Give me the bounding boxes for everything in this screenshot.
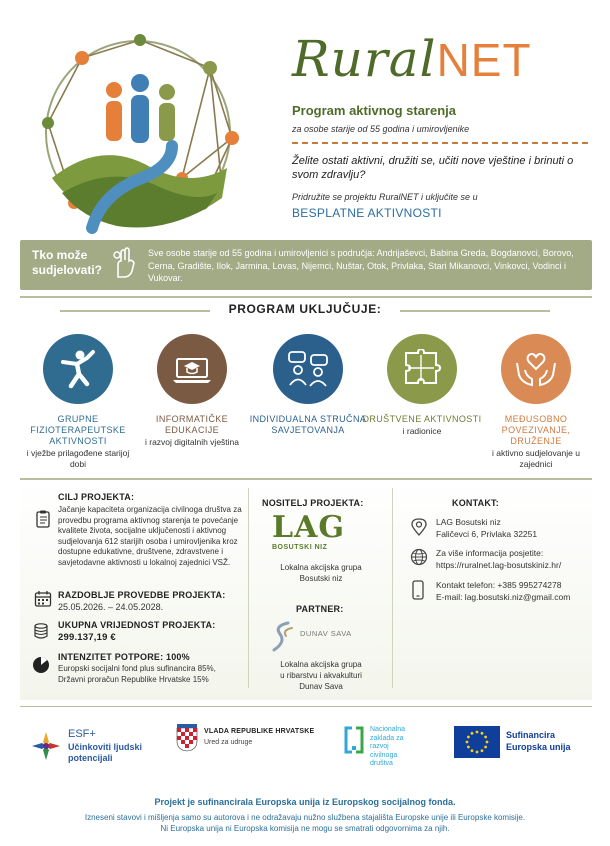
brand-title-net: NET [436,34,532,86]
column-divider [248,488,249,688]
location-pin-icon [410,518,428,536]
goal-label: CILJ PROJEKTA: [58,492,135,502]
contact-org: LAG Bosutski niz [436,517,501,527]
program-heading-text: PROGRAM UKLJUČUJE: [228,302,382,316]
national-foundation-logo [344,722,434,780]
join-text: Pridružite se projektu RuralNET i uključite se u [292,192,478,202]
partner-line2: u ribarstvu i akvakulturi [280,671,362,680]
esf-line1: Učinkoviti ljudski [68,742,143,752]
program-item-desc: i aktivno sudjelovanje u zajednici [492,448,580,469]
eu-line1: Sufinancira [506,730,556,740]
nz-line2: zaklada za [370,734,404,742]
nz-text [370,726,405,769]
esf-line2: potencijali [68,753,113,763]
intensity-line1: Europski socijalni fond plus sufinancira 85%, [58,664,216,673]
esf-star-icon [30,730,62,762]
mobile-phone-icon [410,580,426,600]
holder-name-line2: Bosutski niz [299,574,343,583]
who-text: Sve osobe starije od 55 godina i umirovljenici s područja: Andrijaševci, Babina Greda, Bogdanovci, Borovo, Cerna, Gradište, Ilok, Jarmina, Lovas, Nijemci, Nuštar, Otok, Privlaka, Stari Mikanovci, Vinkovci, Vodinci i Vukovar. [148,248,574,283]
disclaimer [0,812,610,834]
pie-chart-icon [32,656,50,674]
intensity-line2: Državni proračun Republike Hrvatske 15% [58,675,209,684]
column-divider [392,488,393,688]
holder-name-line1: Lokalna akcijska grupa [280,563,362,572]
section-divider [20,296,592,298]
nz-line4: civilnoga [370,751,398,759]
nz-line5: društva [370,760,393,767]
raised-hand-icon [112,247,138,281]
partner-logo-text: DUNAV SAVA [300,629,352,638]
value-label: UKUPNA VRIJEDNOST PROJEKTA: [58,620,216,630]
eu-line2: Europska unija [506,742,571,752]
partner-line1: Lokalna akcijska grupa [280,660,362,669]
funding-statement: Projekt je sufinancirala Europska unija iz Europskog socijalnog fonda. [154,797,456,807]
counseling-icon [273,334,343,404]
esf-title: ESF+ [68,728,96,740]
coins-icon [32,622,50,640]
program-item-name: DRUŠTVENE AKTIVNOSTI [362,414,482,424]
esf-plus-logo [30,728,160,772]
globe-icon [410,548,428,566]
goal-text: Jačanje kapaciteta organizacija civilnoga društva za provedbu programa aktivnog starenja te povećanje kvalitete života, socijalne uključenosti i aktivnog sudjelovanja 612 starijih osoba i umirovljenika kroz dostupne edukativne, društvene, zdravstvene i savjetodavne aktivnosti u lokalnoj zajednici VSŽ. [58,505,242,567]
disclaimer-line1: Izneseni stavovi i mišljenja samo su autorova i ne odražavaju nužno službena stajališta Europske unije ili Europske komisije. [84,813,526,822]
clipboard-icon [34,510,52,528]
program-item-desc: i razvoj digitalnih vještina [144,437,240,447]
program-item-name: INFORMATIČKE EDUKACIJE [155,414,229,435]
program-item-physio [18,334,138,470]
who-can-participate-band [20,240,592,290]
puzzle-icon [387,334,457,404]
program-item-name: GRUPNE FIZIOTERAPEUTSKE AKTIVNOSTI [30,414,126,446]
heading-rule-right [400,310,550,312]
intro-question: Želite ostati aktivni, družiti se, učiti nove vještine i brinuti o svom zdravlju? [292,155,574,181]
contact-label: KONTAKT: [452,498,499,508]
who-title-line2: sudjelovati? [32,263,103,277]
program-heading [0,302,610,316]
heading-rule-left [60,310,210,312]
intensity-label: INTENZITET POTPORE: 100% [58,652,190,662]
dashed-divider [292,142,588,144]
who-title [32,248,102,278]
contact-info-label: Za više informacija posjetite: [436,548,544,558]
dunav-sava-logo-icon [270,620,294,654]
laptop-graduation-icon [157,334,227,404]
program-item-name: INDIVIDUALNA STRUČNA SAVJETOVANJA [249,414,367,435]
program-item-desc: i vježbe prilagođene starijoj dobi [26,448,130,469]
contact-phone[interactable]: Kontakt telefon: +385 995274278 [436,580,562,590]
period-value: 25.05.2026. – 24.05.2028. [58,602,164,612]
holder-label: NOSITELJ PROJEKTA: [262,498,364,508]
contact-email[interactable]: E-mail: lag.bosutski.niz@gmail.com [436,592,571,602]
section-divider [20,706,592,707]
gov-line2: Ured za udruge [204,739,253,746]
program-item-desc: i radionice [402,426,442,436]
croatian-government-logo [176,724,326,764]
program-item-counseling [248,334,368,437]
target-group-text: za osobe starije od 55 godina i umirovljenike [292,124,470,134]
contact-url[interactable]: https://ruralnet.lag-bosutskiniz.hr/ [436,560,562,570]
program-item-connect [476,334,596,470]
lag-logo-sub: BOSUTSKI NIZ [272,544,328,551]
lag-bosutski-niz-logo [272,512,352,558]
partner-line3: Dunav Sava [299,682,343,691]
bracket-logo-icon [344,726,364,754]
partner-label: PARTNER: [296,604,344,614]
heart-hands-icon [501,334,571,404]
brand-title-rural: Rural [292,30,437,88]
free-activities-heading: BESPLATNE AKTIVNOSTI [292,206,442,220]
who-title-line1: Tko može [32,248,88,262]
brand-title [292,30,532,88]
eu-flag-icon [454,726,500,758]
disclaimer-line2: Ni Europska unija ni Europska komisija ne mogu se smatrati odgovornima za njih. [160,824,450,833]
program-item-it [132,334,252,448]
eu-cofinanced-logo [454,726,594,760]
nz-line3: razvoj [370,743,389,750]
value-amount: 299.137,19 € [58,632,116,643]
croatian-coat-of-arms-icon [176,724,198,752]
program-item-name: MEĐUSOBNO POVEZIVANJE, DRUŽENJE [501,414,571,446]
nz-line1: Nacionalna [370,726,406,733]
ruralnet-logo [22,28,254,238]
calendar-icon [34,590,52,608]
lag-logo-text: LAG [272,510,345,545]
program-item-social [362,334,482,437]
contact-address: Faličevci 6, Privlaka 32251 [436,529,538,539]
exercise-icon [43,334,113,404]
gov-line1: VLADA REPUBLIKE HRVATSKE [204,728,315,735]
period-label: RAZDOBLJE PROVEDBE PROJEKTA: [58,590,226,600]
program-subtitle: Program aktivnog starenja [292,103,456,118]
